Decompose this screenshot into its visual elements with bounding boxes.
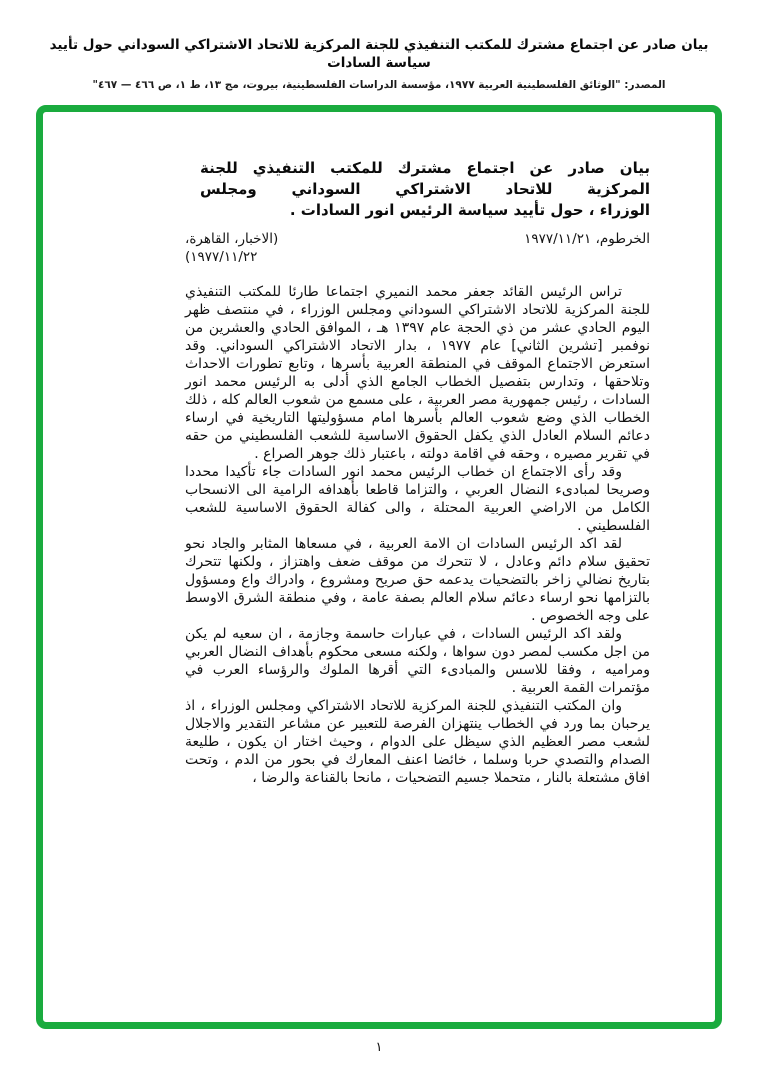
paragraph: لقد اكد الرئيس السادات ان الامة العربية ، في مسعاها المثابر والجاد نحو تحقيق سلام دائم وعادل ، لا تتحرك من موقف ضعف واهتزاز ، ولكنها تتحرك بتاريخ نضالي زاخر بالتضحيات يدعمه حق صريح ومشروع ، وادراك واع ومسؤول بالتزامها نحو ارساء دعائم سلام العالم بصفة عامة ، وفي منطقة الشرق الاوسط على وجه الخصوص . xyxy=(185,536,650,624)
document-title xyxy=(185,158,650,221)
dateline-citation-line-1: (الاخبار، القاهرة، xyxy=(185,231,279,247)
paragraph: وان المكتب التنفيذي للجنة المركزية للاتحاد الاشتراكي ومجلس الوزراء ، اذ يرحبان بما ورد في الخطاب ينتهزان الفرصة للتعبير عن مشاعر التقدير والاجلال لشعب مصر العظيم الذي سيظل على الدوام ، وحيث اختار ان يكون ، طليعة الصدام والتصدي حربا وسلما ، خائضا اعنف المعارك في بحور من الدم ، وتحت افاق مشتعلة بالنار ، متحملا جسيم التضحيات ، مانحا بالقناعة والرضا ، xyxy=(185,698,650,786)
dateline xyxy=(185,230,650,266)
document-title-line-2: المركزية للاتحاد الاشتراكي السوداني ومجلس xyxy=(200,180,650,198)
paragraph: تراس الرئيس القائد جعفر محمد النميري اجتماعا طارئا للمكتب التنفيذي للجنة المركزية للاتحاد الاشتراكي السوداني ومجلس الوزراء ، في منتصف ظهر اليوم الحادي عشر من ذي الحجة عام ١٣٩٧ هـ ، الموافق الحادي والعشرين من نوفمبر [تشرين الثاني] عام ١٩٧٧ ، بدار الاتحاد الاشتراكي السوداني. وقد استعرض الاجتماع الموقف في المنطقة العربية بأسرها ، وتابع تطورات الاحداث وتلاحقها ، وتدارس بتفصيل الخطاب الجامع الذي أدلى به الرئيس محمد انور السادات ، رئيس جمهورية مصر العربية ، على مسمع من شعوب العالم كله ، ذلك الخطاب الذي وضع شعوب العالم بأسرها امام مسؤوليتها التاريخية في ارساء دعائم السلام العادل الذي يكفل الحقوق الاساسية للشعب الفلسطيني من حقه في تقرير مصيره ، وحقه في اقامة دولته ، باعتبار ذلك جوهر الصراع . xyxy=(185,284,650,462)
paragraph: ولقد اكد الرئيس السادات ، في عبارات حاسمة وجازمة ، ان سعيه لم يكن من اجل مكسب لمصر دون سواها ، ولكنه مسعى محكوم بأهداف النضال العربي ومراميه ، وفقا للاسس والمبادىء التي أقرها الملوك والرؤساء العرب في مؤتمرات القمة العربية . xyxy=(185,626,650,696)
dateline-place-date: الخرطوم، ١٩٧٧/١١/٢١ xyxy=(524,231,650,247)
page-number: ١ xyxy=(375,1040,383,1055)
document-title-line-3: الوزراء ، حول تأييد سياسة الرئيس انور السادات . xyxy=(289,201,650,219)
document-title-line-1: بيان صادر عن اجتماع مشترك للمكتب التنفيذي للجنة xyxy=(200,159,650,177)
page-header xyxy=(0,36,758,91)
paragraph: وقد رأى الاجتماع ان خطاب الرئيس محمد انور السادات جاء تأكيدا محددا وصريحا لمبادىء النضال العربي ، والتزاما قاطعا بأهدافه الرامية الى الانسحاب الكامل من الاراضي العربية المحتلة ، والى كفالة الحقوق الاساسية للشعب الفلسطيني . xyxy=(185,464,650,534)
dateline-citation-line-2: ١٩٧٧/١١/٢٢) xyxy=(185,249,258,265)
document-body xyxy=(185,283,650,787)
header-title: بيان صادر عن اجتماع مشترك للمكتب التنفيذي للجنة المركزية للاتحاد الاشتراكي السوداني حول تأييد سياسة السادات xyxy=(49,37,709,71)
header-source-citation: المصدر: "الوثائق الفلسطينية العربية ١٩٧٧، مؤسسة الدراسات الفلسطينية، بيروت، مج ١٣، ط ١، ص ٤٦٦ — ٤٦٧" xyxy=(92,79,666,91)
document-scan-content xyxy=(43,112,715,1022)
document-frame xyxy=(36,105,722,1029)
dateline-citation xyxy=(185,230,278,266)
